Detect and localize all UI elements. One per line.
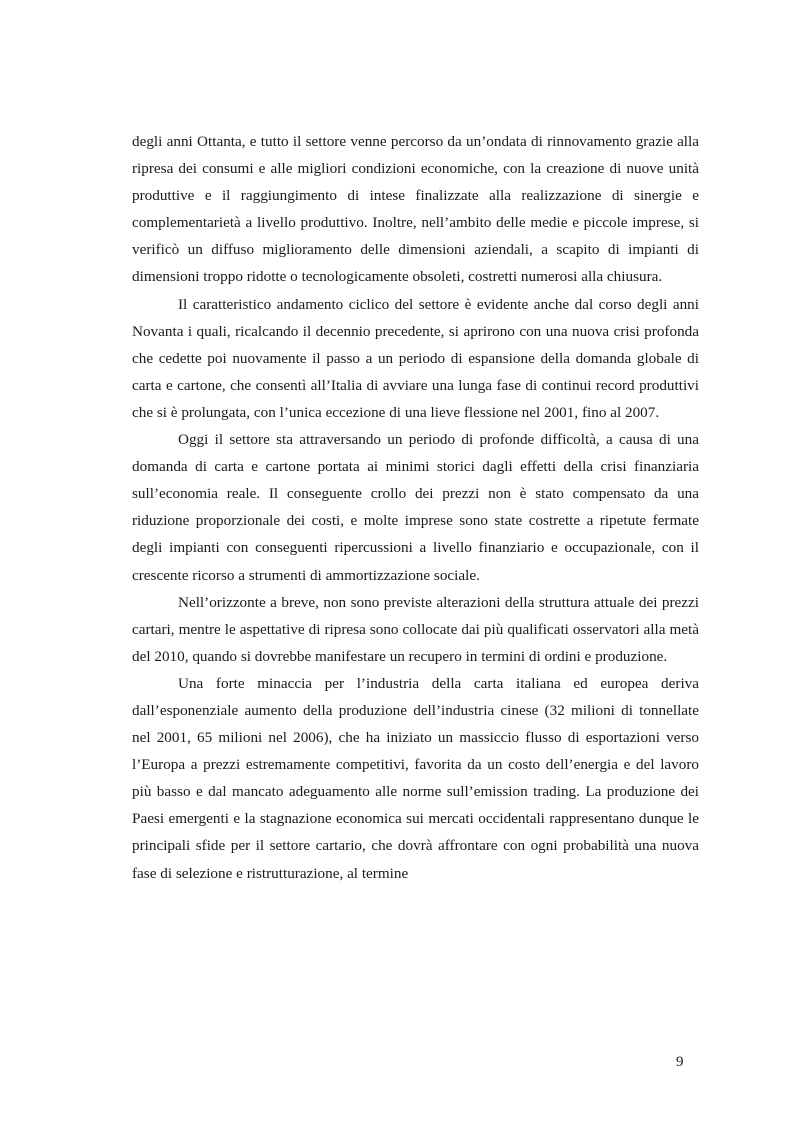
paragraph-1: degli anni Ottanta, e tutto il settore venne percorso da un’ondata di rinnovamento grazie alla ripresa dei consumi e alle migliori condizioni economiche, con la creazione di nuove unità produttive e il raggiungimento di intese finalizzate alla realizzazione di sinergie e complementarietà a livello produttivo. Inoltre, nell’ambito delle medie e piccole imprese, si verificò un diffuso miglioramento delle dimensioni aziendali, a scapito di impianti di dimensioni troppo ridotte o tecnologicamente obsoleti, costretti numerosi alla chiusura. <box>132 133 699 286</box>
paragraph-3: Oggi il settore sta attraversando un periodo di profonde difficoltà, a causa di una domanda di carta e cartone portata ai minimi storici dagli effetti della crisi finanziaria sull’economia reale. Il conseguente crollo dei prezzi non è stato compensato da una riduzione proporzionale dei costi, e molte imprese sono state costrette a ripetute fermate degli impianti con conseguenti ripercussioni a livello finanziario e occupazionale, con il crescente ricorso a strumenti di ammortizzazione sociale. <box>132 431 699 584</box>
page-number: 9 <box>676 1054 684 1070</box>
paragraph-5: Una forte minaccia per l’industria della carta italiana ed europea deriva dall’esponenziale aumento della produzione dell’industria cinese (32 milioni di tonnellate nel 2001, 65 milioni nel 2006), che ha iniziato un massiccio flusso di esportazioni verso l’Europa a prezzi estremamente competitivi, favorita da un costo dell’energia e del lavoro più basso e dal mancato adeguamento alle norme sull’emission trading. La produzione dei Paesi emergenti e la stagnazione economica sui mercati occidentali rappresentano dunque le principali sfide per il settore cartario, che dovrà affrontare con ogni probabilità una nuova fase di selezione e ristrutturazione, al termine <box>132 674 699 882</box>
paragraph-2: Il caratteristico andamento ciclico del settore è evidente anche dal corso degli anni Novanta i quali, ricalcando il decennio precedente, si aprirono con una nuova crisi profonda che cedette poi nuovamente il passo a un periodo di espansione della domanda globale di carta e cartone, che consentì all’Italia di avviare una lunga fase di continui record produttivi che si è prolungata, con l’unica eccezione di una lieve flessione nel 2001, fino al 2007. <box>132 295 699 421</box>
page-body <box>132 128 699 887</box>
paragraph-4: Nell’orizzonte a breve, non sono previste alterazioni della struttura attuale dei prezzi cartari, mentre le aspettative di ripresa sono collocate dai più qualificati osservatori alla metà del 2010, quando si dovrebbe manifestare un recupero in termini di ordini e produzione. <box>132 593 699 665</box>
